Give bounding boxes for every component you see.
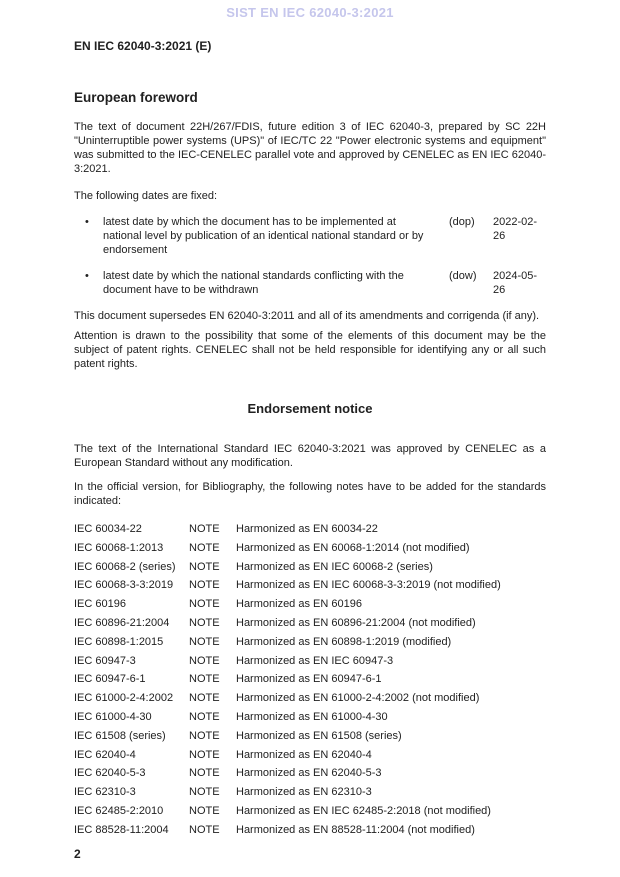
table-row xyxy=(74,802,546,821)
standard-ref: IEC 60068-3-3:2019 xyxy=(74,579,174,592)
note-label: NOTE xyxy=(189,710,220,723)
bullet-item-dop xyxy=(74,215,546,257)
standard-ref: IEC 62485-2:2010 xyxy=(74,804,164,817)
dop-label: (dop) xyxy=(449,216,475,228)
table-row xyxy=(74,595,546,614)
note-label: NOTE xyxy=(189,654,220,667)
page-number: 2 xyxy=(74,846,81,861)
bullet-text: latest date by which the national standards conflicting with the document have to be withdrawn xyxy=(103,270,404,296)
harmonized-text: Harmonized as EN 62040-5-3 xyxy=(236,767,382,780)
bullet-item-dow xyxy=(74,269,546,297)
harmonized-text: Harmonized as EN 62310-3 xyxy=(236,786,372,799)
table-row xyxy=(74,633,546,652)
note-label: NOTE xyxy=(189,786,220,799)
table-row xyxy=(74,727,546,746)
harmonized-text: Harmonized as EN 60068-1:2014 (not modified) xyxy=(236,541,470,554)
note-label: NOTE xyxy=(189,692,220,705)
harmonized-text: Harmonized as EN 61508 (series) xyxy=(236,729,402,742)
harmonized-text: Harmonized as EN 61000-2-4:2002 (not modified) xyxy=(236,692,480,705)
note-label: NOTE xyxy=(189,729,220,742)
standard-ref: IEC 62040-5-3 xyxy=(74,767,146,780)
standard-ref: IEC 88528-11:2004 xyxy=(74,823,169,836)
table-row xyxy=(74,558,546,577)
page-content xyxy=(0,39,620,861)
harmonized-text: Harmonized as EN 61000-4-30 xyxy=(236,710,388,723)
harmonized-text: Harmonized as EN 60896-21:2004 (not modified) xyxy=(236,616,476,629)
table-row xyxy=(74,520,546,539)
standard-ref: IEC 62310-3 xyxy=(74,786,136,799)
harmonized-text: Harmonized as EN IEC 60068-3-3:2019 (not modified) xyxy=(236,579,501,592)
bullet-marker: • xyxy=(85,216,89,228)
note-label: NOTE xyxy=(189,523,220,535)
standard-ref: IEC 60896-21:2004 xyxy=(74,616,170,629)
harmonized-text: Harmonized as EN 60034-22 xyxy=(236,523,378,535)
table-row xyxy=(74,652,546,671)
standard-ref: IEC 61000-2-4:2002 xyxy=(74,692,174,705)
note-label: NOTE xyxy=(189,823,220,836)
standard-ref: IEC 60034-22 xyxy=(74,523,142,535)
bibliography-intro: In the official version, for Bibliography, the following notes have to be added for the standards indicated: xyxy=(74,481,546,507)
table-row xyxy=(74,670,546,689)
harmonized-text: Harmonized as EN 60898-1:2019 (modified) xyxy=(236,635,452,648)
note-label: NOTE xyxy=(189,598,220,611)
dow-date: 2024-05-26 xyxy=(493,270,538,296)
dop-date: 2022-02-26 xyxy=(493,216,538,242)
bullet-text: latest date by which the document has to be implemented at national level by publication of an identical national standard or by endorsement xyxy=(103,216,424,256)
standard-ref: IEC 60196 xyxy=(74,598,126,611)
harmonized-text: Harmonized as EN IEC 62485-2:2018 (not modified) xyxy=(236,804,491,817)
standard-ref: IEC 60947-3 xyxy=(74,654,136,667)
table-row xyxy=(74,783,546,802)
standard-ref: IEC 60068-1:2013 xyxy=(74,541,164,554)
endorsement-title: Endorsement notice xyxy=(247,401,373,416)
note-label: NOTE xyxy=(189,616,220,629)
table-row xyxy=(74,576,546,595)
harmonized-text: Harmonized as EN 88528-11:2004 (not modified) xyxy=(236,823,475,836)
table-row xyxy=(74,764,546,783)
note-label: NOTE xyxy=(189,748,220,761)
table-row xyxy=(74,708,546,727)
bullet-marker: • xyxy=(85,270,89,282)
table-row xyxy=(74,746,546,765)
standard-ref: IEC 62040-4 xyxy=(74,748,136,761)
harmonized-text: Harmonized as EN IEC 60068-2 (series) xyxy=(236,560,433,573)
note-label: NOTE xyxy=(189,541,220,554)
foreword-paragraph: The text of document 22H/267/FDIS, future edition 3 of IEC 62040-3, prepared by SC 22H "Uninterruptible power systems (UPS)" of IEC/TC 22 "Power electronic systems and equipment" was submitted to the IEC-CENELEC parallel vote and approved by CENELEC as EN IEC 62040-3:2021. xyxy=(74,121,547,175)
standard-ref: IEC 60898-1:2015 xyxy=(74,635,164,648)
supersedes-paragraph: This document supersedes EN 62040-3:2011 and all of its amendments and corrigenda (if any). xyxy=(74,310,540,322)
dow-label: (dow) xyxy=(449,270,477,282)
harmonized-text: Harmonized as EN 62040-4 xyxy=(236,748,372,761)
standard-ref: IEC 61000-4-30 xyxy=(74,710,152,723)
standard-ref: IEC 61508 (series) xyxy=(74,729,166,742)
patent-notice-paragraph: Attention is drawn to the possibility that some of the elements of this document may be the subject of patent rights. CENELEC shall not be held responsible for identifying any or all such patent rights. xyxy=(74,330,546,370)
foreword-title: European foreword xyxy=(74,90,198,105)
table-row xyxy=(74,689,546,708)
dates-intro: The following dates are fixed: xyxy=(74,190,218,202)
harmonized-text: Harmonized as EN 60947-6-1 xyxy=(236,673,382,686)
note-label: NOTE xyxy=(189,673,220,686)
harmonized-text: Harmonized as EN 60196 xyxy=(236,598,362,611)
standard-ref: IEC 60947-6-1 xyxy=(74,673,146,686)
harmonized-text: Harmonized as EN IEC 60947-3 xyxy=(236,654,394,667)
note-label: NOTE xyxy=(189,804,220,817)
note-label: NOTE xyxy=(189,560,220,573)
note-label: NOTE xyxy=(189,767,220,780)
note-label: NOTE xyxy=(189,579,220,592)
table-row xyxy=(74,614,546,633)
standard-ref: IEC 60068-2 (series) xyxy=(74,560,176,573)
standards-table xyxy=(74,520,546,840)
endorsement-paragraph: The text of the International Standard IEC 62040-3:2021 was approved by CENELEC as a European Standard without any modification. xyxy=(74,443,546,469)
note-label: NOTE xyxy=(189,635,220,648)
table-row xyxy=(74,821,546,840)
table-row xyxy=(74,539,546,558)
running-header: SIST EN IEC 62040-3:2021 xyxy=(226,5,394,20)
document-reference: EN IEC 62040-3:2021 (E) xyxy=(74,39,212,53)
